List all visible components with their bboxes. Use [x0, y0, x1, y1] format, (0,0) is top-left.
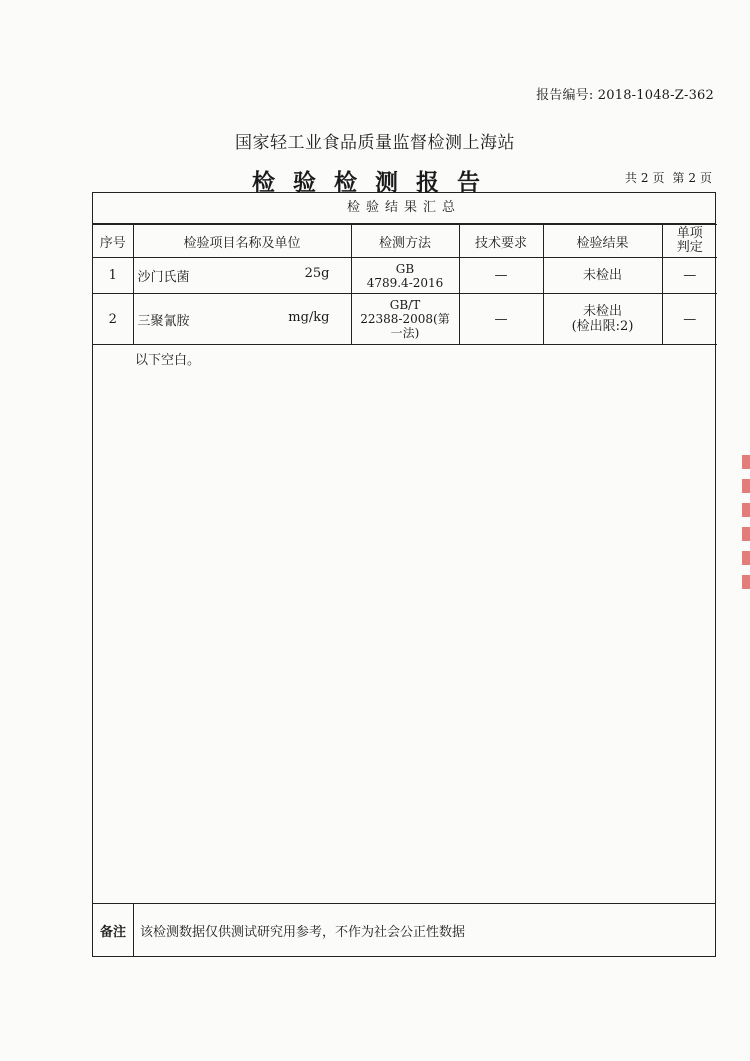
- row-item-name: 三聚氰胺: [137, 313, 190, 329]
- page-current-prefix: 第: [672, 171, 685, 185]
- col-method: 检测方法: [351, 225, 459, 258]
- page-unit-2: 页: [699, 171, 712, 185]
- row-result: [543, 294, 662, 345]
- seal-stamp-edge: [742, 455, 750, 595]
- row-judgement: —: [662, 258, 717, 294]
- table-row: [93, 258, 717, 294]
- row-method-line3: 一法): [390, 326, 420, 340]
- col-judgement-line1: 单项: [676, 226, 703, 241]
- report-number-value: 2018-1048-Z-362: [597, 88, 714, 103]
- page-total: 2: [640, 171, 649, 185]
- row-item: [133, 294, 351, 345]
- report-frame: [92, 192, 716, 957]
- row-judgement: —: [662, 294, 717, 345]
- row-item-name: 沙门氏菌: [137, 270, 190, 285]
- table-row: [93, 294, 717, 345]
- row-requirement: —: [459, 258, 543, 294]
- report-number: [536, 84, 714, 103]
- row-item-unit: 25g: [304, 266, 330, 281]
- row-result-line1: 未检出: [582, 304, 622, 319]
- remarks-row: [93, 903, 715, 956]
- col-item: 检验项目名称及单位: [133, 225, 351, 258]
- page-unit: 页: [652, 171, 665, 185]
- row-method-line2: 4789.4-2016: [366, 275, 444, 290]
- row-result: 未检出: [543, 258, 662, 294]
- results-table: [93, 224, 717, 345]
- remarks-label: 备注: [93, 904, 134, 956]
- report-number-label: 报告编号:: [536, 88, 594, 103]
- table-header-row: [93, 225, 717, 258]
- blank-note: 以下空白。: [135, 353, 201, 368]
- col-judgement-line2: 判定: [676, 240, 703, 255]
- section-title: 检验结果汇总: [93, 193, 715, 224]
- row-method-line2: 22388-2008(第: [360, 312, 450, 326]
- col-seq: 序号: [93, 225, 133, 258]
- remarks-text: 该检测数据仅供测试研究用参考，不作为社会公正性数据: [140, 924, 466, 940]
- row-method-line1: GB/T: [389, 298, 421, 312]
- page-total-prefix: 共: [624, 171, 637, 185]
- col-judgement: [662, 225, 717, 258]
- page-indicator: [623, 169, 714, 186]
- document-title: 检验检测报告: [252, 169, 498, 196]
- row-seq: 1: [93, 258, 133, 294]
- col-requirement: 技术要求: [459, 225, 543, 258]
- row-method: [351, 294, 459, 345]
- row-method: [351, 258, 459, 294]
- row-method-line1: GB: [395, 261, 415, 276]
- organization-name: 国家轻工业食品质量监督检测上海站: [235, 133, 515, 153]
- row-requirement: —: [459, 294, 543, 345]
- col-result: 检验结果: [543, 225, 662, 258]
- row-result-line2: (检出限:2): [571, 319, 634, 334]
- row-seq: 2: [93, 294, 133, 345]
- row-item-unit: mg/kg: [288, 309, 330, 325]
- row-item: [133, 258, 351, 294]
- page-current: 2: [688, 171, 696, 185]
